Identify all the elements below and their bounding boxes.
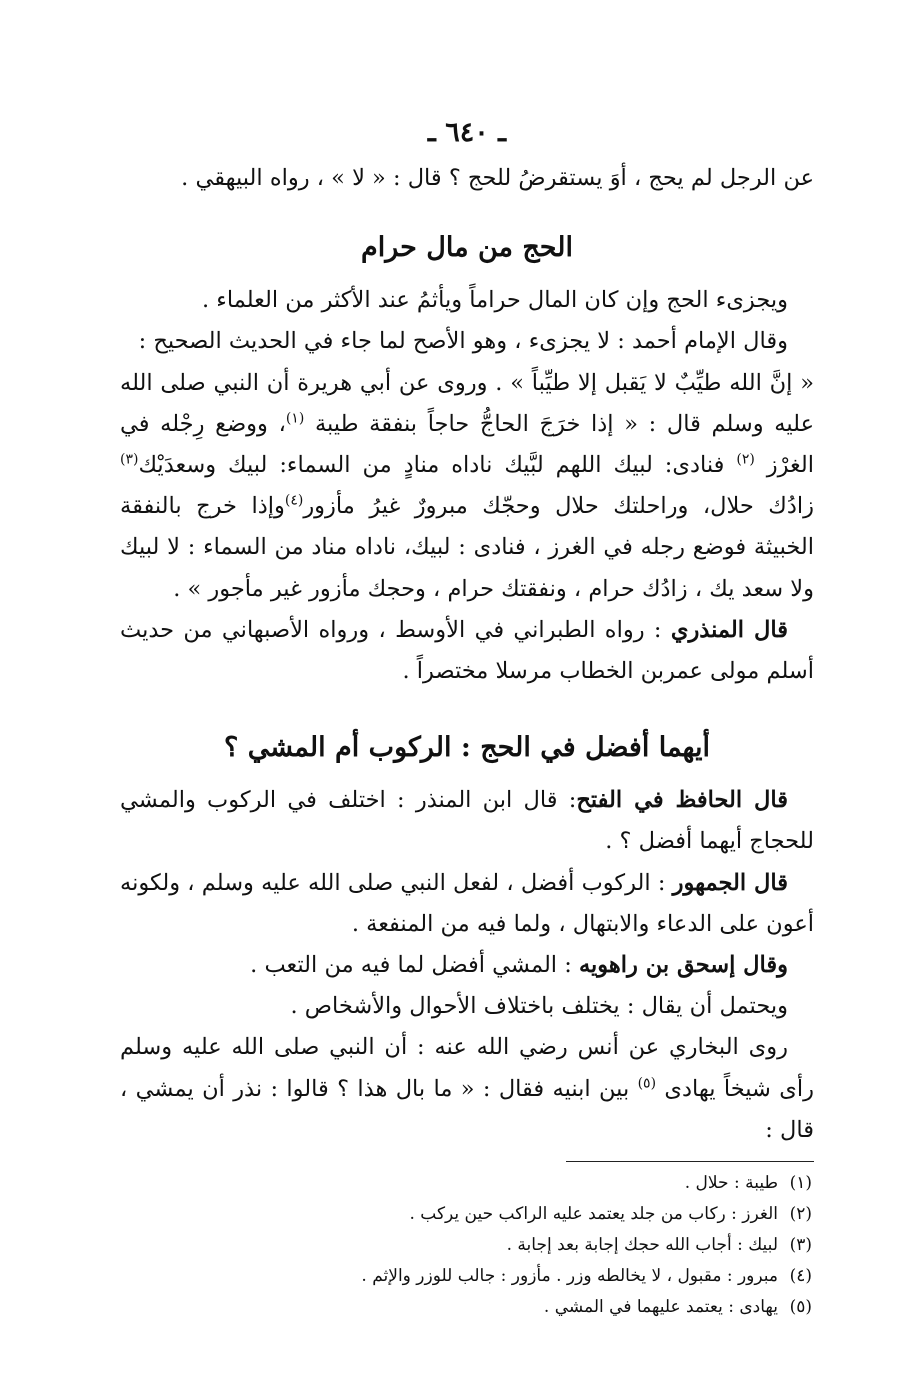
- footnote-ref: (٤): [284, 492, 304, 509]
- footnote-ref: (٢): [736, 451, 755, 468]
- footnote-text: لبيك : أجاب الله حجك إجابة بعد إجابة .: [506, 1235, 778, 1256]
- bold-lead: قال الجمهور: [672, 869, 789, 896]
- paragraph: [120, 1027, 814, 1151]
- text-run: ، ووضع رِجْله في الغرْز: [120, 410, 814, 479]
- footnote-text: الغرز : ركاب من جلد يعتمد عليه الراكب حين يركب .: [409, 1204, 778, 1225]
- text-run: : قال ابن المنذر : اختلف في الركوب والمشي للحجاج أيهما أفضل ؟ .: [120, 787, 814, 855]
- footnote-ref: (٥): [637, 1075, 657, 1092]
- footnote: [120, 1230, 814, 1261]
- footnote-number: (٤): [789, 1266, 812, 1287]
- footnote: [120, 1168, 814, 1199]
- bold-lead: قال المنذري: [670, 616, 788, 643]
- paragraph: [120, 945, 814, 986]
- footnote-number: (١): [789, 1173, 812, 1194]
- footnote-number: (٣): [789, 1235, 812, 1256]
- paragraph: [120, 610, 814, 692]
- paragraph: ويجزىء الحج وإن كان المال حراماً ويأثمُ عند الأكثر من العلماء .: [201, 287, 788, 314]
- footnote-number: (٥): [789, 1297, 812, 1318]
- bold-lead: وقال إسحق بن راهويه: [578, 952, 788, 979]
- text-run: روى البخاري عن أنس رضي الله عنه : أن النبي صلى الله عليه وسلم رأى شيخاً يهادى: [120, 1034, 814, 1102]
- text-run: فنادى: لبيك اللهم لبَّيك ناداه منادٍ من السماء: لبيك وسعدَيْك: [138, 452, 725, 479]
- footnote-text: طيبة : حلال .: [684, 1173, 778, 1194]
- footnote-text: مبرور : مقبول ، لا يخالطه وزر . مأزور : جالب للوزر والإثم .: [361, 1266, 778, 1287]
- paragraph: [120, 863, 814, 945]
- text-run: « إنَّ الله طيِّبٌ لا يَقبل إلا طيِّباً » . وروى عن أبي هريرة أن النبي صلى الله عليه وسلم قال : « إذا خرَجَ الحاجُّ حاجاً بنفقة طيبة: [120, 369, 814, 437]
- section-title-riding-or-walking: أيهما أفضل في الحج : الركوب أم المشي ؟: [223, 732, 711, 764]
- text-run: بين ابنيه فقال : « ما بال هذا ؟ قالوا : نذر أن يمشي ، قال :: [120, 1075, 814, 1143]
- footnote-text: يهادى : يعتمد عليهما في المشي .: [543, 1297, 778, 1318]
- text-run: زادُك حلال، وراحلتك حلال وحجّك مبرورٌ غيرُ مأزور: [303, 493, 814, 520]
- footnotes: [120, 1168, 814, 1323]
- footnote: [120, 1292, 814, 1323]
- paragraph: ويحتمل أن يقال : يختلف باختلاف الأحوال والأشخاص .: [290, 993, 788, 1020]
- footnote: [120, 1261, 814, 1292]
- footnote: [120, 1199, 814, 1230]
- footnote-ref: (١): [285, 410, 305, 427]
- footnote-separator: [566, 1161, 814, 1162]
- paragraph: [120, 780, 814, 862]
- intro-line: عن الرجل لم يحج ، أوَ يستقرضُ للحج ؟ قال : « لا » ، رواه البيهقي .: [181, 165, 814, 191]
- text-run: وإذا خرج بالنفقة الخبيثة فوضع رجله في الغرز ، فنادى : لبيك، ناداه مناد من السماء : لا لبيك ولا سعد يك ، زادُك حرام ، ونفقتك حرام ، وحجك مأزور غير مأجور » .: [120, 493, 814, 602]
- text-run: : الركوب أفضل ، لفعل النبي صلى الله عليه وسلم ، ولكونه أعون على الدعاء والابتهال ، ولما فيه من المنفعة .: [120, 869, 814, 937]
- hadith-paragraph: [120, 363, 814, 610]
- footnote-ref: (٣): [120, 451, 139, 468]
- footnote-number: (٢): [789, 1204, 812, 1225]
- paragraph: وقال الإمام أحمد : لا يجزىء ، وهو الأصح لما جاء في الحديث الصحيح :: [138, 328, 788, 355]
- text-run: : المشي أفضل لما فيه من التعب .: [250, 952, 572, 979]
- page-number: ـ ٦٤٠ ـ: [427, 117, 507, 148]
- bold-lead: قال الحافظ في الفتح: [576, 787, 788, 814]
- section-title-haram-money: الحج من مال حرام: [361, 232, 573, 264]
- text-run: : رواه الطبراني في الأوسط ، ورواه الأصبهاني من حديث أسلم مولى عمربن الخطاب مرسلا مختصراً .: [120, 616, 814, 685]
